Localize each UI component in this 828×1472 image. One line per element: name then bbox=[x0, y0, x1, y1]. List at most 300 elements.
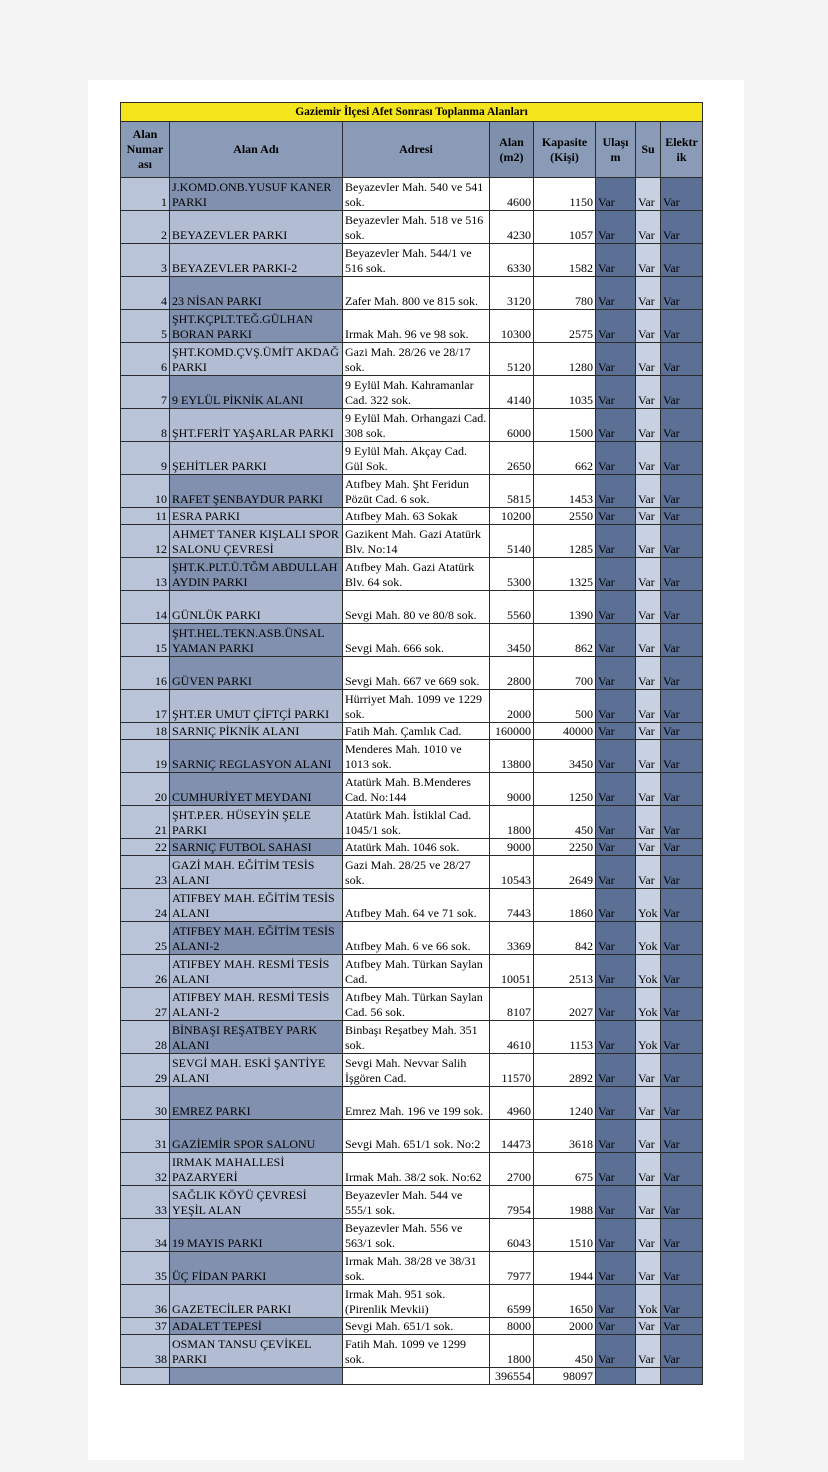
cell-transport: Var bbox=[596, 310, 636, 343]
cell-transport: Var bbox=[596, 525, 636, 558]
table-row bbox=[121, 1120, 703, 1153]
table-row bbox=[121, 442, 703, 475]
cell-water: Var bbox=[636, 343, 661, 376]
cell-address: Sevgi Mah. Nevvar Salih İşgören Cad. bbox=[343, 1054, 490, 1087]
cell-transport: Var bbox=[596, 409, 636, 442]
cell-water: Var bbox=[636, 376, 661, 409]
cell-capacity: 662 bbox=[534, 442, 596, 475]
cell-capacity: 450 bbox=[534, 806, 596, 839]
cell-name: OSMAN TANSU ÇEVİKEL PARKI bbox=[170, 1335, 343, 1368]
cell-area: 5300 bbox=[490, 558, 534, 591]
cell-electric: Var bbox=[661, 773, 703, 806]
cell-area: 10200 bbox=[490, 508, 534, 525]
cell-water: Var bbox=[636, 277, 661, 310]
cell-capacity: 862 bbox=[534, 624, 596, 657]
cell-address: 9 Eylül Mah. Orhangazi Cad. 308 sok. bbox=[343, 409, 490, 442]
cell-water: Yok bbox=[636, 955, 661, 988]
cell-capacity: 1150 bbox=[534, 178, 596, 211]
table-row bbox=[121, 277, 703, 310]
cell-water: Var bbox=[636, 1252, 661, 1285]
header-no: Alan Numar ası bbox=[121, 122, 170, 178]
cell-transport: Var bbox=[596, 244, 636, 277]
cell-address: Atıfbey Mah. Türkan Saylan Cad. 56 sok. bbox=[343, 988, 490, 1021]
cell-address: Irmak Mah. 96 ve 98 sok. bbox=[343, 310, 490, 343]
cell-no: 10 bbox=[121, 475, 170, 508]
cell-name: SARNIÇ REGLASYON ALANI bbox=[170, 740, 343, 773]
cell-capacity: 1944 bbox=[534, 1252, 596, 1285]
cell-capacity: 675 bbox=[534, 1153, 596, 1186]
cell-name: ŞHT.HEL.TEKN.ASB.ÜNSAL YAMAN PARKI bbox=[170, 624, 343, 657]
cell-name: ŞHT.K.PLT.Ü.TĞM ABDULLAH AYDIN PARKI bbox=[170, 558, 343, 591]
table-row bbox=[121, 922, 703, 955]
cell-capacity: 2550 bbox=[534, 508, 596, 525]
cell-address: Zafer Mah. 800 ve 815 sok. bbox=[343, 277, 490, 310]
cell-no: 37 bbox=[121, 1318, 170, 1335]
cell-water: Var bbox=[636, 740, 661, 773]
totals-empty bbox=[121, 1368, 170, 1385]
cell-transport: Var bbox=[596, 988, 636, 1021]
cell-electric: Var bbox=[661, 310, 703, 343]
cell-water: Var bbox=[636, 409, 661, 442]
cell-capacity: 2575 bbox=[534, 310, 596, 343]
cell-transport: Var bbox=[596, 657, 636, 690]
cell-name: BEYAZEVLER PARKI-2 bbox=[170, 244, 343, 277]
cell-area: 6599 bbox=[490, 1285, 534, 1318]
cell-no: 24 bbox=[121, 889, 170, 922]
cell-address: Sevgi Mah. 80 ve 80/8 sok. bbox=[343, 591, 490, 624]
table-row bbox=[121, 839, 703, 856]
cell-address: Beyazevler Mah. 544/1 ve 516 sok. bbox=[343, 244, 490, 277]
cell-electric: Var bbox=[661, 376, 703, 409]
cell-area: 2800 bbox=[490, 657, 534, 690]
cell-water: Yok bbox=[636, 1021, 661, 1054]
cell-transport: Var bbox=[596, 1087, 636, 1120]
cell-electric: Var bbox=[661, 211, 703, 244]
cell-address: Fatih Mah. 1099 ve 1299 sok. bbox=[343, 1335, 490, 1368]
cell-transport: Var bbox=[596, 839, 636, 856]
cell-address: Sevgi Mah. 666 sok. bbox=[343, 624, 490, 657]
cell-name: RAFET ŞENBAYDUR PARKI bbox=[170, 475, 343, 508]
cell-water: Var bbox=[636, 310, 661, 343]
cell-no: 35 bbox=[121, 1252, 170, 1285]
cell-no: 16 bbox=[121, 657, 170, 690]
cell-no: 26 bbox=[121, 955, 170, 988]
cell-name: IRMAK MAHALLESİ PAZARYERİ bbox=[170, 1153, 343, 1186]
cell-water: Var bbox=[636, 591, 661, 624]
cell-electric: Var bbox=[661, 1252, 703, 1285]
cell-electric: Var bbox=[661, 244, 703, 277]
cell-capacity: 700 bbox=[534, 657, 596, 690]
cell-electric: Var bbox=[661, 839, 703, 856]
table-row bbox=[121, 508, 703, 525]
cell-capacity: 1153 bbox=[534, 1021, 596, 1054]
cell-no: 19 bbox=[121, 740, 170, 773]
cell-water: Var bbox=[636, 624, 661, 657]
cell-electric: Var bbox=[661, 1054, 703, 1087]
cell-electric: Var bbox=[661, 1153, 703, 1186]
cell-no: 5 bbox=[121, 310, 170, 343]
cell-capacity: 2027 bbox=[534, 988, 596, 1021]
cell-address: Irmak Mah. 38/28 ve 38/31 sok. bbox=[343, 1252, 490, 1285]
cell-electric: Var bbox=[661, 508, 703, 525]
cell-no: 34 bbox=[121, 1219, 170, 1252]
table-row bbox=[121, 1087, 703, 1120]
cell-water: Yok bbox=[636, 889, 661, 922]
cell-address: Atıfbey Mah. 63 Sokak bbox=[343, 508, 490, 525]
cell-area: 6330 bbox=[490, 244, 534, 277]
cell-area: 9000 bbox=[490, 839, 534, 856]
cell-water: Yok bbox=[636, 1285, 661, 1318]
cell-transport: Var bbox=[596, 690, 636, 723]
cell-name: ATIFBEY MAH. RESMİ TESİS ALANI-2 bbox=[170, 988, 343, 1021]
cell-address: 9 Eylül Mah. Akçay Cad. Gül Sok. bbox=[343, 442, 490, 475]
table-row bbox=[121, 856, 703, 889]
cell-address: Atatürk Mah. 1046 sok. bbox=[343, 839, 490, 856]
cell-no: 4 bbox=[121, 277, 170, 310]
cell-transport: Var bbox=[596, 475, 636, 508]
cell-capacity: 1500 bbox=[534, 409, 596, 442]
table-row bbox=[121, 624, 703, 657]
cell-water: Var bbox=[636, 773, 661, 806]
totals-empty bbox=[343, 1368, 490, 1385]
cell-water: Var bbox=[636, 1335, 661, 1368]
cell-address: 9 Eylül Mah. Kahramanlar Cad. 322 sok. bbox=[343, 376, 490, 409]
cell-area: 10543 bbox=[490, 856, 534, 889]
cell-transport: Var bbox=[596, 178, 636, 211]
cell-no: 2 bbox=[121, 211, 170, 244]
table-row bbox=[121, 806, 703, 839]
cell-area: 4230 bbox=[490, 211, 534, 244]
cell-area: 13800 bbox=[490, 740, 534, 773]
cell-address: Hürriyet Mah. 1099 ve 1229 sok. bbox=[343, 690, 490, 723]
cell-water: Var bbox=[636, 657, 661, 690]
cell-water: Var bbox=[636, 839, 661, 856]
cell-area: 7443 bbox=[490, 889, 534, 922]
cell-name: 23 NİSAN PARKI bbox=[170, 277, 343, 310]
cell-transport: Var bbox=[596, 1120, 636, 1153]
cell-transport: Var bbox=[596, 856, 636, 889]
cell-capacity: 1285 bbox=[534, 525, 596, 558]
table-row bbox=[121, 740, 703, 773]
cell-electric: Var bbox=[661, 690, 703, 723]
cell-water: Var bbox=[636, 525, 661, 558]
cell-no: 27 bbox=[121, 988, 170, 1021]
cell-transport: Var bbox=[596, 1252, 636, 1285]
cell-electric: Var bbox=[661, 1335, 703, 1368]
table-row bbox=[121, 955, 703, 988]
cell-area: 4610 bbox=[490, 1021, 534, 1054]
cell-no: 15 bbox=[121, 624, 170, 657]
cell-address: Atatürk Mah. B.Menderes Cad. No:144 bbox=[343, 773, 490, 806]
table-row bbox=[121, 211, 703, 244]
cell-electric: Var bbox=[661, 723, 703, 740]
cell-area: 2000 bbox=[490, 690, 534, 723]
cell-transport: Var bbox=[596, 343, 636, 376]
table-row bbox=[121, 988, 703, 1021]
cell-area: 4140 bbox=[490, 376, 534, 409]
cell-capacity: 842 bbox=[534, 922, 596, 955]
cell-area: 1800 bbox=[490, 1335, 534, 1368]
cell-electric: Var bbox=[661, 1219, 703, 1252]
cell-capacity: 1250 bbox=[534, 773, 596, 806]
cell-no: 28 bbox=[121, 1021, 170, 1054]
cell-name: BİNBAŞI REŞATBEY PARK ALANI bbox=[170, 1021, 343, 1054]
cell-name: GÜNLÜK PARKI bbox=[170, 591, 343, 624]
cell-no: 8 bbox=[121, 409, 170, 442]
cell-electric: Var bbox=[661, 1285, 703, 1318]
cell-name: GÜVEN PARKI bbox=[170, 657, 343, 690]
cell-address: Atıfbey Mah. 64 ve 71 sok. bbox=[343, 889, 490, 922]
cell-no: 14 bbox=[121, 591, 170, 624]
cell-electric: Var bbox=[661, 178, 703, 211]
cell-area: 4600 bbox=[490, 178, 534, 211]
cell-area: 5815 bbox=[490, 475, 534, 508]
cell-area: 8107 bbox=[490, 988, 534, 1021]
cell-electric: Var bbox=[661, 343, 703, 376]
cell-area: 10051 bbox=[490, 955, 534, 988]
table-row bbox=[121, 1219, 703, 1252]
cell-name: ŞEHİTLER PARKI bbox=[170, 442, 343, 475]
cell-water: Var bbox=[636, 178, 661, 211]
table-row bbox=[121, 1153, 703, 1186]
cell-capacity: 1510 bbox=[534, 1219, 596, 1252]
cell-water: Var bbox=[636, 690, 661, 723]
cell-capacity: 1240 bbox=[534, 1087, 596, 1120]
cell-capacity: 1988 bbox=[534, 1186, 596, 1219]
cell-electric: Var bbox=[661, 657, 703, 690]
cell-capacity: 40000 bbox=[534, 723, 596, 740]
cell-name: ŞHT.ER UMUT ÇİFTÇİ PARKI bbox=[170, 690, 343, 723]
cell-transport: Var bbox=[596, 1186, 636, 1219]
cell-transport: Var bbox=[596, 624, 636, 657]
cell-water: Var bbox=[636, 211, 661, 244]
cell-name: ŞHT.P.ER. HÜSEYİN ŞELE PARKI bbox=[170, 806, 343, 839]
cell-transport: Var bbox=[596, 277, 636, 310]
table-row bbox=[121, 178, 703, 211]
cell-name: 19 MAYIS PARKI bbox=[170, 1219, 343, 1252]
cell-no: 12 bbox=[121, 525, 170, 558]
cell-electric: Var bbox=[661, 475, 703, 508]
cell-capacity: 780 bbox=[534, 277, 596, 310]
cell-electric: Var bbox=[661, 409, 703, 442]
cell-no: 7 bbox=[121, 376, 170, 409]
cell-no: 18 bbox=[121, 723, 170, 740]
cell-capacity: 1057 bbox=[534, 211, 596, 244]
cell-no: 33 bbox=[121, 1186, 170, 1219]
cell-electric: Var bbox=[661, 856, 703, 889]
cell-water: Var bbox=[636, 723, 661, 740]
cell-name: ATIFBEY MAH. RESMİ TESİS ALANI bbox=[170, 955, 343, 988]
cell-electric: Var bbox=[661, 591, 703, 624]
cell-capacity: 1650 bbox=[534, 1285, 596, 1318]
table-row bbox=[121, 409, 703, 442]
cell-address: Irmak Mah. 951 sok. (Pirenlik Mevkii) bbox=[343, 1285, 490, 1318]
cell-no: 17 bbox=[121, 690, 170, 723]
cell-area: 6043 bbox=[490, 1219, 534, 1252]
table-row bbox=[121, 343, 703, 376]
cell-transport: Var bbox=[596, 806, 636, 839]
cell-transport: Var bbox=[596, 740, 636, 773]
cell-capacity: 3450 bbox=[534, 740, 596, 773]
cell-transport: Var bbox=[596, 889, 636, 922]
totals-empty bbox=[596, 1368, 636, 1385]
cell-transport: Var bbox=[596, 922, 636, 955]
cell-water: Var bbox=[636, 558, 661, 591]
cell-name: J.KOMD.ONB.YUSUF KANER PARKI bbox=[170, 178, 343, 211]
table-row bbox=[121, 376, 703, 409]
cell-area: 10300 bbox=[490, 310, 534, 343]
cell-capacity: 450 bbox=[534, 1335, 596, 1368]
cell-electric: Var bbox=[661, 1087, 703, 1120]
cell-area: 2700 bbox=[490, 1153, 534, 1186]
cell-transport: Var bbox=[596, 508, 636, 525]
cell-capacity: 2250 bbox=[534, 839, 596, 856]
cell-address: Emrez Mah. 196 ve 199 sok. bbox=[343, 1087, 490, 1120]
assembly-areas-table bbox=[120, 102, 703, 1385]
cell-area: 3450 bbox=[490, 624, 534, 657]
table-row bbox=[121, 773, 703, 806]
cell-name: ESRA PARKI bbox=[170, 508, 343, 525]
cell-no: 25 bbox=[121, 922, 170, 955]
header-transport: Ulaşı m bbox=[596, 122, 636, 178]
cell-capacity: 2892 bbox=[534, 1054, 596, 1087]
cell-electric: Var bbox=[661, 525, 703, 558]
cell-no: 23 bbox=[121, 856, 170, 889]
table-row bbox=[121, 723, 703, 740]
cell-no: 21 bbox=[121, 806, 170, 839]
cell-no: 38 bbox=[121, 1335, 170, 1368]
cell-electric: Var bbox=[661, 922, 703, 955]
cell-no: 36 bbox=[121, 1285, 170, 1318]
cell-water: Var bbox=[636, 508, 661, 525]
cell-area: 8000 bbox=[490, 1318, 534, 1335]
cell-address: Binbaşı Reşatbey Mah. 351 sok. bbox=[343, 1021, 490, 1054]
cell-electric: Var bbox=[661, 558, 703, 591]
table-row bbox=[121, 310, 703, 343]
cell-no: 29 bbox=[121, 1054, 170, 1087]
cell-electric: Var bbox=[661, 955, 703, 988]
table-row bbox=[121, 1021, 703, 1054]
cell-name: ATIFBEY MAH. EĞİTİM TESİS ALANI-2 bbox=[170, 922, 343, 955]
totals-empty bbox=[636, 1368, 661, 1385]
cell-capacity: 2513 bbox=[534, 955, 596, 988]
cell-address: Menderes Mah. 1010 ve 1013 sok. bbox=[343, 740, 490, 773]
header-name: Alan Adı bbox=[170, 122, 343, 178]
cell-water: Yok bbox=[636, 922, 661, 955]
cell-address: Sevgi Mah. 651/1 sok. No:2 bbox=[343, 1120, 490, 1153]
header-row bbox=[121, 122, 703, 178]
cell-name: ADALET TEPESİ bbox=[170, 1318, 343, 1335]
cell-area: 5560 bbox=[490, 591, 534, 624]
total-capacity: 98097 bbox=[534, 1368, 596, 1385]
table-row bbox=[121, 1285, 703, 1318]
table-row bbox=[121, 558, 703, 591]
cell-water: Var bbox=[636, 1318, 661, 1335]
header-area: Alan (m2) bbox=[490, 122, 534, 178]
table-row bbox=[121, 1054, 703, 1087]
cell-no: 20 bbox=[121, 773, 170, 806]
table-row bbox=[121, 1335, 703, 1368]
cell-electric: Var bbox=[661, 1021, 703, 1054]
cell-area: 5140 bbox=[490, 525, 534, 558]
cell-name: GAZETECİLER PARKI bbox=[170, 1285, 343, 1318]
table-row bbox=[121, 889, 703, 922]
cell-name: GAZİ MAH. EĞİTİM TESİS ALANI bbox=[170, 856, 343, 889]
cell-address: Beyazevler Mah. 556 ve 563/1 sok. bbox=[343, 1219, 490, 1252]
cell-address: Sevgi Mah. 651/1 sok. bbox=[343, 1318, 490, 1335]
cell-water: Yok bbox=[636, 988, 661, 1021]
cell-water: Var bbox=[636, 1186, 661, 1219]
cell-electric: Var bbox=[661, 889, 703, 922]
cell-area: 160000 bbox=[490, 723, 534, 740]
cell-capacity: 1280 bbox=[534, 343, 596, 376]
cell-capacity: 1582 bbox=[534, 244, 596, 277]
cell-capacity: 1390 bbox=[534, 591, 596, 624]
cell-electric: Var bbox=[661, 1318, 703, 1335]
cell-area: 4960 bbox=[490, 1087, 534, 1120]
cell-no: 22 bbox=[121, 839, 170, 856]
cell-electric: Var bbox=[661, 1186, 703, 1219]
cell-capacity: 1035 bbox=[534, 376, 596, 409]
cell-water: Var bbox=[636, 1087, 661, 1120]
cell-capacity: 1860 bbox=[534, 889, 596, 922]
cell-name: CUMHURİYET MEYDANI bbox=[170, 773, 343, 806]
cell-no: 31 bbox=[121, 1120, 170, 1153]
cell-no: 3 bbox=[121, 244, 170, 277]
total-area: 396554 bbox=[490, 1368, 534, 1385]
table-row bbox=[121, 1252, 703, 1285]
table-row bbox=[121, 657, 703, 690]
cell-capacity: 3618 bbox=[534, 1120, 596, 1153]
table-row bbox=[121, 244, 703, 277]
cell-address: Atatürk Mah. İstiklal Cad. 1045/1 sok. bbox=[343, 806, 490, 839]
cell-transport: Var bbox=[596, 1219, 636, 1252]
cell-transport: Var bbox=[596, 1335, 636, 1368]
cell-transport: Var bbox=[596, 723, 636, 740]
table-row bbox=[121, 690, 703, 723]
table-row bbox=[121, 1318, 703, 1335]
cell-name: ŞHT.FERİT YAŞARLAR PARKI bbox=[170, 409, 343, 442]
cell-area: 2650 bbox=[490, 442, 534, 475]
cell-name: AHMET TANER KIŞLALI SPOR SALONU ÇEVRESİ bbox=[170, 525, 343, 558]
cell-area: 6000 bbox=[490, 409, 534, 442]
cell-water: Var bbox=[636, 1153, 661, 1186]
cell-name: BEYAZEVLER PARKI bbox=[170, 211, 343, 244]
cell-water: Var bbox=[636, 475, 661, 508]
cell-name: ATIFBEY MAH. EĞİTİM TESİS ALANI bbox=[170, 889, 343, 922]
cell-address: Atıfbey Mah. Türkan Saylan Cad. bbox=[343, 955, 490, 988]
cell-address: Gazi Mah. 28/25 ve 28/27 sok. bbox=[343, 856, 490, 889]
cell-no: 1 bbox=[121, 178, 170, 211]
cell-name: SARNIÇ FUTBOL SAHASI bbox=[170, 839, 343, 856]
cell-water: Var bbox=[636, 1054, 661, 1087]
cell-address: Atıfbey Mah. Şht Feridun Pözüt Cad. 6 sok. bbox=[343, 475, 490, 508]
cell-name: SAĞLIK KÖYÜ ÇEVRESİ YEŞİL ALAN bbox=[170, 1186, 343, 1219]
cell-electric: Var bbox=[661, 277, 703, 310]
cell-name: EMREZ PARKI bbox=[170, 1087, 343, 1120]
table-row bbox=[121, 1186, 703, 1219]
cell-transport: Var bbox=[596, 211, 636, 244]
table-row bbox=[121, 475, 703, 508]
cell-transport: Var bbox=[596, 1054, 636, 1087]
cell-electric: Var bbox=[661, 806, 703, 839]
cell-area: 9000 bbox=[490, 773, 534, 806]
cell-address: Atıfbey Mah. Gazi Atatürk Blv. 64 sok. bbox=[343, 558, 490, 591]
cell-transport: Var bbox=[596, 376, 636, 409]
cell-water: Var bbox=[636, 1120, 661, 1153]
cell-transport: Var bbox=[596, 442, 636, 475]
cell-transport: Var bbox=[596, 955, 636, 988]
